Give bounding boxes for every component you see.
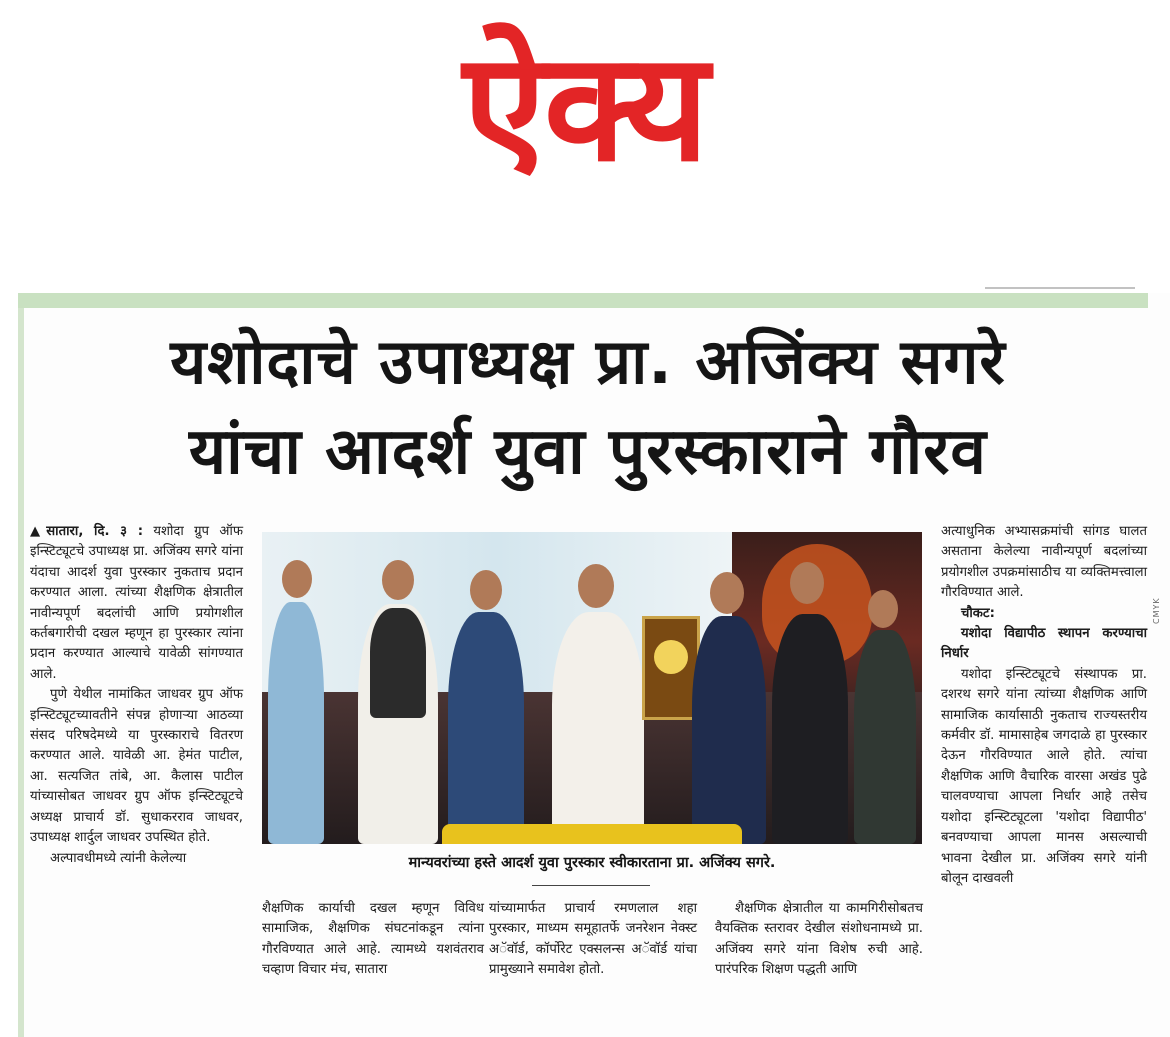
headline-line-1: यशोदाचे उपाध्यक्ष प्रा. अजिंक्य सगरे — [170, 325, 1006, 398]
article-column-5 — [941, 522, 1147, 889]
person-6-head — [790, 562, 824, 604]
person-4-head — [578, 564, 614, 608]
top-border — [18, 293, 1148, 308]
person-1-head — [282, 560, 312, 598]
person-2-head — [382, 560, 414, 600]
column-5-para-1: अत्याधुनिक अभ्यासक्रमांची सांगड घालत असताना केलेल्या नावीन्यपूर्ण बदलांच्या प्रयोगशील उपक्रमांसाठीच या व्यक्तिमत्त्वाला गौरविण्यात आले. — [941, 524, 1147, 601]
person-7 — [854, 630, 916, 844]
article-column-2 — [262, 899, 484, 981]
awardee-head — [710, 572, 744, 614]
person-4 — [552, 612, 644, 844]
person-3-head — [470, 570, 502, 610]
award-emblem — [654, 640, 688, 674]
article-column-4 — [715, 899, 923, 981]
article-column-3 — [489, 899, 697, 981]
box-label: चौकट: — [961, 605, 995, 621]
left-border — [18, 308, 24, 1037]
box-heading: यशोदा विद्यापीठ स्थापन करण्याचा निर्धार — [941, 626, 1147, 662]
page-edge-mark — [985, 287, 1135, 293]
box-text: यशोदा इन्स्टिट्यूटचे संस्थापक प्रा. दशरथ सगरे यांना त्यांच्या शैक्षणिक आणि सामाजिक कार्यासाठी नुकताच राज्यस्तरीय कर्मवीर डॉ. मामासाहेब जगदाळे हा पुरस्कार देऊन गौरविण्यात आले होते. त्यांचा शैक्षणिक आणि वैचारिक वारसा अखंड पुढे चालवण्याचा आपला निर्धार आहे तसेच यशोदा इन्स्टिट्यूटला 'यशोदा विद्यापीठ' बनवण्याचा आपला मानस असल्याची भावना देखील प्रा. अजिंक्य सगरे यांनी बोलून दाखवली — [941, 666, 1147, 886]
person-1 — [268, 602, 324, 844]
award-ceremony-photo — [262, 532, 922, 844]
column-1-para-1: यशोदा ग्रुप ऑफ इन्स्टिट्यूटचे उपाध्यक्ष प्रा. अजिंक्य सगरे यांना यंदाचा आदर्श युवा पुरस्कार नुकताच प्रदान करण्यात आला. त्यांच्या शैक्षणिक क्षेत्रातील नावीन्यपूर्ण बदलांची आणि प्रयोगशील कर्तबगारीची दखल म्हणून हा पुरस्कार त्यांना प्रदान करण्यात आल्याचे यावेळी सांगण्यात आले. — [30, 524, 243, 682]
article-headline — [28, 318, 1148, 498]
column-2-text: शैक्षणिक कार्याची दखल म्हणून विविध सामाजिक, शैक्षणिक संघटनांकडून त्यांना गौरविण्यात आले आहे. त्यामध्ये यशवंतराव चव्हाण विचार मंच, सातारा — [262, 901, 484, 978]
person-2-jacket — [370, 608, 426, 718]
person-7-head — [868, 590, 898, 628]
article-column-1 — [30, 522, 243, 869]
person-3 — [448, 612, 524, 844]
newspaper-logo: ऐक्य — [462, 21, 708, 195]
photo-caption: मान्यवरांच्या हस्ते आदर्श युवा पुरस्कार स्वीकारताना प्रा. अजिंक्य सगरे. — [408, 855, 776, 871]
caption-divider — [532, 885, 650, 886]
awardee — [692, 616, 766, 844]
column-4-text: शैक्षणिक क्षेत्रातील या कामगिरीसोबतच वैयक्तिक स्तरावर देखील संशोधनामध्ये प्रा. अजिंक्य सगरे यांना विशेष रुची आहे. पारंपरिक शिक्षण पद्धती आणि — [715, 901, 923, 978]
column-3-text: यांच्यामार्फत प्राचार्य रमणलाल शहा पुरस्कार, माध्यम समूहातर्फे जनरेशन नेक्स्ट अॅवॉर्ड, कॉर्पोरेट एक्सलन्स अॅवॉर्ड यांचा प्रामुख्याने समावेश होतो. — [489, 901, 697, 978]
column-1-para-2: पुणे येथील नामांकित जाधवर ग्रुप ऑफ इन्स्टिट्यूटच्यावतीने संपन्न होणाऱ्या आठव्या संसद परिषदेमध्ये या पुरस्काराचे वितरण करण्यात आले. यावेळी आ. हेमंत पाटील, आ. सत्यजित तांबे, आ. कैलास पाटील यांच्यासोबत जाधवर ग्रुप ऑफ इन्स्टिट्यूटचे अध्यक्ष प्राचार्य डॉ. सुधाकरराव जाधवर, उपाध्यक्ष शार्दुल जाधवर उपस्थित होते. — [30, 687, 243, 846]
column-1-para-3: अल्पावधीमध्ये त्यांनी केलेल्या — [50, 850, 187, 866]
print-registration-mark: CMYK — [1152, 597, 1161, 624]
flower-decoration — [442, 824, 742, 844]
dateline: ▲सातारा, दि. ३ : — [30, 524, 144, 539]
headline-line-2: यांचा आदर्श युवा पुरस्काराने गौरव — [188, 415, 988, 489]
person-6 — [772, 614, 848, 844]
masthead — [0, 0, 1170, 285]
